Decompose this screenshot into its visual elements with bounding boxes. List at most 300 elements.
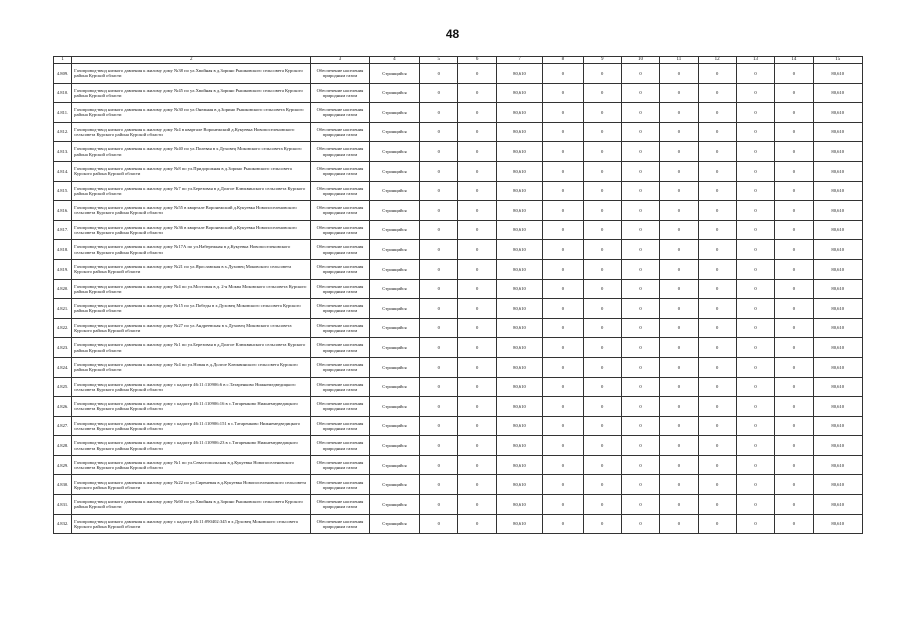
value-cell: 0	[660, 279, 698, 299]
value-cell: 0	[543, 122, 583, 142]
value-cell: 80,610	[496, 161, 542, 181]
value-cell: 0	[775, 416, 813, 436]
value-cell: 0	[775, 338, 813, 358]
value-cell: 0	[775, 259, 813, 279]
value-cell: 0	[621, 416, 659, 436]
value-cell: 0	[543, 299, 583, 319]
value-cell: 0	[543, 436, 583, 456]
value-cell: 0	[583, 514, 621, 534]
value-cell: 0	[736, 436, 774, 456]
value-cell: 0	[543, 318, 583, 338]
row-number-cell: 4.831.	[54, 495, 72, 515]
value-cell: 0	[583, 142, 621, 162]
status-cell: Строящийся	[369, 416, 419, 436]
column-number-cell: 15	[813, 57, 863, 64]
value-cell: 0	[698, 201, 736, 221]
page-number: 48	[445, 27, 460, 41]
status-cell: Строящийся	[369, 64, 419, 84]
value-cell: 0	[420, 181, 458, 201]
status-cell: Строящийся	[369, 299, 419, 319]
table-row	[54, 436, 863, 456]
row-number-cell: 4.828.	[54, 436, 72, 456]
value-cell: 0	[736, 201, 774, 221]
total-value-cell: 80,610	[813, 83, 863, 103]
total-value-cell: 80,610	[813, 161, 863, 181]
value-cell: 0	[698, 279, 736, 299]
value-cell: 0	[736, 220, 774, 240]
value-cell: 80,610	[496, 240, 542, 260]
total-value-cell: 80,610	[813, 122, 863, 142]
object-name-cell: Газопровод-ввод низкого давления к жилому дому №4 по ул.Мостовая в д. 2-я Моква Моковского сельсовета Курского района Курской области	[72, 279, 311, 299]
purpose-cell: Обеспечение населения природным газом	[311, 103, 370, 123]
value-cell: 0	[660, 299, 698, 319]
value-cell: 0	[543, 240, 583, 260]
value-cell: 0	[775, 397, 813, 417]
value-cell: 0	[458, 240, 496, 260]
table-row	[54, 495, 863, 515]
table-row	[54, 240, 863, 260]
object-name-cell: Газопровод-ввод низкого давления к жилому дому №38 по ул.Хвойная в д.Зорино Рышковского сельсовета Курского района Курской области	[72, 64, 311, 84]
total-value-cell: 80,610	[813, 240, 863, 260]
value-cell: 0	[698, 220, 736, 240]
value-cell: 0	[660, 495, 698, 515]
value-cell: 0	[420, 142, 458, 162]
value-cell: 0	[736, 416, 774, 436]
value-cell: 0	[775, 436, 813, 456]
status-cell: Строящийся	[369, 397, 419, 417]
total-value-cell: 80,610	[813, 475, 863, 495]
status-cell: Строящийся	[369, 142, 419, 162]
value-cell: 0	[458, 495, 496, 515]
value-cell: 0	[736, 122, 774, 142]
value-cell: 0	[543, 279, 583, 299]
value-cell: 0	[583, 161, 621, 181]
table-row	[54, 122, 863, 142]
value-cell: 80,610	[496, 377, 542, 397]
purpose-cell: Обеспечение населения природным газом	[311, 220, 370, 240]
value-cell: 0	[660, 240, 698, 260]
status-cell: Строящийся	[369, 83, 419, 103]
value-cell: 0	[698, 64, 736, 84]
object-name-cell: Газопровод-ввод низкого давления к жилому дому №22 по ул.Сиреневая в д.Кукуевка Новопоселеновского сельсовета Курского района Курской области	[72, 475, 311, 495]
value-cell: 0	[698, 357, 736, 377]
value-cell: 80,610	[496, 83, 542, 103]
value-cell: 0	[583, 279, 621, 299]
value-cell: 0	[621, 83, 659, 103]
value-cell: 0	[621, 142, 659, 162]
value-cell: 0	[660, 122, 698, 142]
status-cell: Строящийся	[369, 279, 419, 299]
value-cell: 80,610	[496, 279, 542, 299]
value-cell: 0	[543, 142, 583, 162]
value-cell: 0	[775, 318, 813, 338]
value-cell: 0	[621, 240, 659, 260]
value-cell: 0	[736, 377, 774, 397]
purpose-cell: Обеспечение населения природным газом	[311, 259, 370, 279]
value-cell: 0	[621, 279, 659, 299]
total-value-cell: 80,610	[813, 338, 863, 358]
value-cell: 0	[543, 416, 583, 436]
value-cell: 0	[583, 181, 621, 201]
value-cell: 0	[736, 495, 774, 515]
row-number-cell: 4.832.	[54, 514, 72, 534]
object-name-cell: Газопровод-ввод низкого давления к жилому дому №15 по ул.Победы в х.Духовец Моковского сельсовета Курского района Курской области	[72, 299, 311, 319]
total-value-cell: 80,610	[813, 455, 863, 475]
status-cell: Строящийся	[369, 240, 419, 260]
total-value-cell: 80,610	[813, 318, 863, 338]
value-cell: 0	[543, 338, 583, 358]
status-cell: Строящийся	[369, 475, 419, 495]
value-cell: 0	[736, 83, 774, 103]
row-number-cell: 4.820.	[54, 279, 72, 299]
value-cell: 0	[458, 416, 496, 436]
value-cell: 0	[775, 455, 813, 475]
value-cell: 0	[621, 338, 659, 358]
value-cell: 0	[583, 220, 621, 240]
value-cell: 0	[420, 103, 458, 123]
value-cell: 0	[736, 103, 774, 123]
purpose-cell: Обеспечение населения природным газом	[311, 240, 370, 260]
column-number-cell: 1	[54, 57, 72, 64]
value-cell: 0	[775, 201, 813, 221]
value-cell: 0	[698, 122, 736, 142]
value-cell: 0	[458, 161, 496, 181]
value-cell: 0	[660, 259, 698, 279]
object-name-cell: Газопровод-ввод низкого давления к жилому дому с кадастр 46:11:110906:16 в с.Татаренково Нижнемедведицкого сельсовета Курского района Курской области	[72, 397, 311, 417]
table-row	[54, 357, 863, 377]
value-cell: 0	[420, 377, 458, 397]
purpose-cell: Обеспечение населения природным газом	[311, 455, 370, 475]
purpose-cell: Обеспечение населения природным газом	[311, 436, 370, 456]
row-number-cell: 4.809.	[54, 64, 72, 84]
purpose-cell: Обеспечение населения природным газом	[311, 83, 370, 103]
value-cell: 0	[775, 299, 813, 319]
value-cell: 0	[583, 436, 621, 456]
purpose-cell: Обеспечение населения природным газом	[311, 279, 370, 299]
table-row	[54, 161, 863, 181]
status-cell: Строящийся	[369, 436, 419, 456]
value-cell: 80,610	[496, 122, 542, 142]
value-cell: 0	[458, 475, 496, 495]
row-number-cell: 4.829.	[54, 455, 72, 475]
value-cell: 0	[543, 495, 583, 515]
value-cell: 0	[660, 103, 698, 123]
value-cell: 0	[736, 64, 774, 84]
table-row	[54, 103, 863, 123]
value-cell: 0	[660, 161, 698, 181]
status-cell: Строящийся	[369, 338, 419, 358]
value-cell: 80,610	[496, 338, 542, 358]
value-cell: 0	[458, 259, 496, 279]
row-number-cell: 4.811.	[54, 103, 72, 123]
value-cell: 0	[420, 318, 458, 338]
table-row	[54, 181, 863, 201]
value-cell: 0	[583, 83, 621, 103]
value-cell: 80,610	[496, 142, 542, 162]
purpose-cell: Обеспечение населения природным газом	[311, 299, 370, 319]
value-cell: 0	[698, 83, 736, 103]
object-name-cell: Газопровод-ввод низкого давления к жилому дому №40 по ул.Полевая в х.Духовец Моковского сельсовета Курского района Курской области	[72, 142, 311, 162]
value-cell: 80,610	[496, 181, 542, 201]
value-cell: 0	[660, 514, 698, 534]
table-row	[54, 259, 863, 279]
value-cell: 80,610	[496, 416, 542, 436]
value-cell: 0	[543, 377, 583, 397]
row-number-cell: 4.813.	[54, 142, 72, 162]
column-number-cell: 6	[458, 57, 496, 64]
value-cell: 80,610	[496, 103, 542, 123]
table-row	[54, 220, 863, 240]
value-cell: 0	[775, 64, 813, 84]
row-number-cell: 4.825.	[54, 377, 72, 397]
total-value-cell: 80,610	[813, 416, 863, 436]
table-body	[54, 57, 863, 534]
row-number-cell: 4.817.	[54, 220, 72, 240]
table-row	[54, 416, 863, 436]
table-row	[54, 455, 863, 475]
table-row	[54, 83, 863, 103]
value-cell: 0	[458, 83, 496, 103]
object-name-cell: Газопровод-ввод низкого давления к жилому дому №45 по ул.Хвойная в д.Зорино Рышковского сельсовета Курского района Курской области	[72, 83, 311, 103]
value-cell: 0	[420, 259, 458, 279]
value-cell: 0	[583, 318, 621, 338]
value-cell: 0	[736, 475, 774, 495]
table-row	[54, 338, 863, 358]
value-cell: 0	[660, 142, 698, 162]
value-cell: 0	[458, 220, 496, 240]
value-cell: 0	[543, 181, 583, 201]
value-cell: 0	[621, 103, 659, 123]
value-cell: 0	[420, 475, 458, 495]
total-value-cell: 80,610	[813, 64, 863, 84]
row-number-cell: 4.830.	[54, 475, 72, 495]
value-cell: 0	[621, 514, 659, 534]
value-cell: 0	[775, 240, 813, 260]
row-number-cell: 4.815.	[54, 181, 72, 201]
table-row	[54, 142, 863, 162]
purpose-cell: Обеспечение населения природным газом	[311, 357, 370, 377]
object-name-cell: Газопровод-ввод низкого давления к жилому дому с кадастр 46:11:110906:23 в с.Татаренково Нижнемедведицкого сельсовета Курского района Курской области	[72, 436, 311, 456]
value-cell: 0	[420, 83, 458, 103]
status-cell: Строящийся	[369, 514, 419, 534]
row-number-cell: 4.826.	[54, 397, 72, 417]
value-cell: 0	[775, 377, 813, 397]
object-name-cell: Газопровод-ввод низкого давления к жилому дому с кадастр 46:11:110906:151 в с.Татаренково Нижнемедведицкого сельсовета Курского района Курской области	[72, 416, 311, 436]
status-cell: Строящийся	[369, 181, 419, 201]
value-cell: 0	[458, 436, 496, 456]
value-cell: 0	[458, 122, 496, 142]
value-cell: 80,610	[496, 201, 542, 221]
value-cell: 0	[736, 318, 774, 338]
value-cell: 0	[420, 455, 458, 475]
value-cell: 0	[420, 495, 458, 515]
value-cell: 0	[775, 161, 813, 181]
value-cell: 80,610	[496, 357, 542, 377]
row-number-cell: 4.822.	[54, 318, 72, 338]
purpose-cell: Обеспечение населения природным газом	[311, 475, 370, 495]
object-name-cell: Газопровод-ввод низкого давления к жилому дому с кадастр 46:11:110906:6 в с.Татаренково Нижнемедведицкого сельсовета Курского района Курской области	[72, 377, 311, 397]
row-number-cell: 4.814.	[54, 161, 72, 181]
value-cell: 0	[698, 181, 736, 201]
value-cell: 0	[698, 318, 736, 338]
total-value-cell: 80,610	[813, 495, 863, 515]
value-cell: 0	[775, 142, 813, 162]
object-name-cell: Газопровод-ввод низкого давления к жилому дому №7 по ул.Березовая в д.Долгое Клюквинского сельсовета Курского района Курской области	[72, 181, 311, 201]
object-name-cell: Газопровод-ввод низкого давления к жилому дому №30 по ул.Онежная в д.Зорино Рышковского сельсовета Курского района Курской области	[72, 103, 311, 123]
value-cell: 0	[698, 338, 736, 358]
column-number-cell: 9	[583, 57, 621, 64]
value-cell: 0	[660, 201, 698, 221]
value-cell: 0	[420, 357, 458, 377]
value-cell: 0	[698, 436, 736, 456]
object-name-cell: Газопровод-ввод низкого давления к жилому дому №17А по ул.Набережная в д.Кукуевка Новопоселеновского сельсовета Курского района Курской области	[72, 240, 311, 260]
value-cell: 0	[660, 220, 698, 240]
purpose-cell: Обеспечение населения природным газом	[311, 514, 370, 534]
value-cell: 80,610	[496, 220, 542, 240]
value-cell: 0	[736, 279, 774, 299]
value-cell: 80,610	[496, 259, 542, 279]
value-cell: 0	[420, 279, 458, 299]
value-cell: 0	[420, 299, 458, 319]
value-cell: 0	[583, 122, 621, 142]
value-cell: 0	[621, 161, 659, 181]
column-number-cell: 4	[369, 57, 419, 64]
value-cell: 0	[458, 338, 496, 358]
value-cell: 0	[736, 455, 774, 475]
value-cell: 0	[583, 416, 621, 436]
status-cell: Строящийся	[369, 495, 419, 515]
value-cell: 0	[458, 64, 496, 84]
value-cell: 0	[621, 220, 659, 240]
value-cell: 80,610	[496, 475, 542, 495]
value-cell: 0	[583, 103, 621, 123]
value-cell: 0	[420, 64, 458, 84]
status-cell: Строящийся	[369, 161, 419, 181]
value-cell: 0	[458, 279, 496, 299]
total-value-cell: 80,610	[813, 142, 863, 162]
value-cell: 0	[458, 455, 496, 475]
purpose-cell: Обеспечение населения природным газом	[311, 416, 370, 436]
column-number-cell: 12	[698, 57, 736, 64]
value-cell: 0	[775, 279, 813, 299]
status-cell: Строящийся	[369, 201, 419, 221]
value-cell: 0	[698, 103, 736, 123]
status-cell: Строящийся	[369, 357, 419, 377]
value-cell: 0	[543, 514, 583, 534]
value-cell: 0	[775, 181, 813, 201]
value-cell: 0	[621, 201, 659, 221]
value-cell: 0	[583, 338, 621, 358]
table-row	[54, 514, 863, 534]
value-cell: 0	[621, 377, 659, 397]
value-cell: 80,610	[496, 397, 542, 417]
purpose-cell: Обеспечение населения природным газом	[311, 338, 370, 358]
object-name-cell: Газопровод-ввод низкого давления к жилому дому №4 в квартале Воронежский д.Кукуевка Новопоселеновского сельсовета Курского района Курской области	[72, 122, 311, 142]
value-cell: 0	[543, 201, 583, 221]
value-cell: 0	[621, 181, 659, 201]
value-cell: 0	[458, 103, 496, 123]
status-cell: Строящийся	[369, 122, 419, 142]
value-cell: 0	[736, 357, 774, 377]
total-value-cell: 80,610	[813, 436, 863, 456]
column-number-cell: 2	[72, 57, 311, 64]
value-cell: 0	[583, 64, 621, 84]
value-cell: 0	[583, 455, 621, 475]
value-cell: 0	[660, 455, 698, 475]
row-number-cell: 4.819.	[54, 259, 72, 279]
total-value-cell: 80,610	[813, 357, 863, 377]
purpose-cell: Обеспечение населения природным газом	[311, 64, 370, 84]
row-number-cell: 4.812.	[54, 122, 72, 142]
total-value-cell: 80,610	[813, 181, 863, 201]
object-name-cell: Газопровод-ввод низкого давления к жилому дому №60 по ул.Хвойная в д.Зорино Рышковского сельсовета Курского района Курской области	[72, 495, 311, 515]
value-cell: 0	[543, 397, 583, 417]
total-value-cell: 80,610	[813, 220, 863, 240]
column-number-cell: 3	[311, 57, 370, 64]
row-number-cell: 4.824.	[54, 357, 72, 377]
value-cell: 0	[660, 397, 698, 417]
value-cell: 0	[583, 299, 621, 319]
value-cell: 0	[698, 377, 736, 397]
value-cell: 0	[543, 64, 583, 84]
object-name-cell: Газопровод-ввод низкого давления к жилому дому №1 по ул.Березовая в д.Долгое Клюквинского сельсовета Курского района Курской области	[72, 338, 311, 358]
value-cell: 0	[458, 181, 496, 201]
total-value-cell: 80,610	[813, 201, 863, 221]
column-number-cell: 13	[736, 57, 774, 64]
value-cell: 0	[621, 259, 659, 279]
value-cell: 0	[420, 122, 458, 142]
object-name-cell: Газопровод-ввод низкого давления к жилому дому №27 по ул.Андреевская в х.Духовец Моковского сельсовета Курского района Курской области	[72, 318, 311, 338]
value-cell: 0	[543, 103, 583, 123]
object-name-cell: Газопровод-ввод низкого давления к жилому дому №55 в квартале Воронежский д.Кукуевка Новопоселеновского сельсовета Курского района Курской области	[72, 201, 311, 221]
value-cell: 0	[420, 514, 458, 534]
purpose-cell: Обеспечение населения природным газом	[311, 181, 370, 201]
row-number-cell: 4.816.	[54, 201, 72, 221]
total-value-cell: 80,610	[813, 259, 863, 279]
value-cell: 0	[736, 181, 774, 201]
value-cell: 0	[736, 338, 774, 358]
value-cell: 80,610	[496, 64, 542, 84]
table-row	[54, 318, 863, 338]
value-cell: 0	[660, 475, 698, 495]
column-number-cell: 7	[496, 57, 542, 64]
value-cell: 80,610	[496, 514, 542, 534]
value-cell: 0	[583, 357, 621, 377]
value-cell: 0	[698, 397, 736, 417]
column-number-cell: 8	[543, 57, 583, 64]
value-cell: 0	[420, 397, 458, 417]
value-cell: 80,610	[496, 436, 542, 456]
value-cell: 0	[458, 318, 496, 338]
value-cell: 0	[698, 495, 736, 515]
value-cell: 0	[660, 64, 698, 84]
value-cell: 0	[458, 514, 496, 534]
value-cell: 0	[458, 142, 496, 162]
purpose-cell: Обеспечение населения природным газом	[311, 495, 370, 515]
value-cell: 0	[543, 357, 583, 377]
value-cell: 0	[698, 240, 736, 260]
value-cell: 0	[698, 299, 736, 319]
value-cell: 0	[698, 475, 736, 495]
value-cell: 0	[736, 397, 774, 417]
value-cell: 0	[621, 64, 659, 84]
table-row	[54, 64, 863, 84]
value-cell: 0	[420, 220, 458, 240]
value-cell: 0	[621, 495, 659, 515]
total-value-cell: 80,610	[813, 514, 863, 534]
value-cell: 80,610	[496, 495, 542, 515]
value-cell: 0	[543, 455, 583, 475]
